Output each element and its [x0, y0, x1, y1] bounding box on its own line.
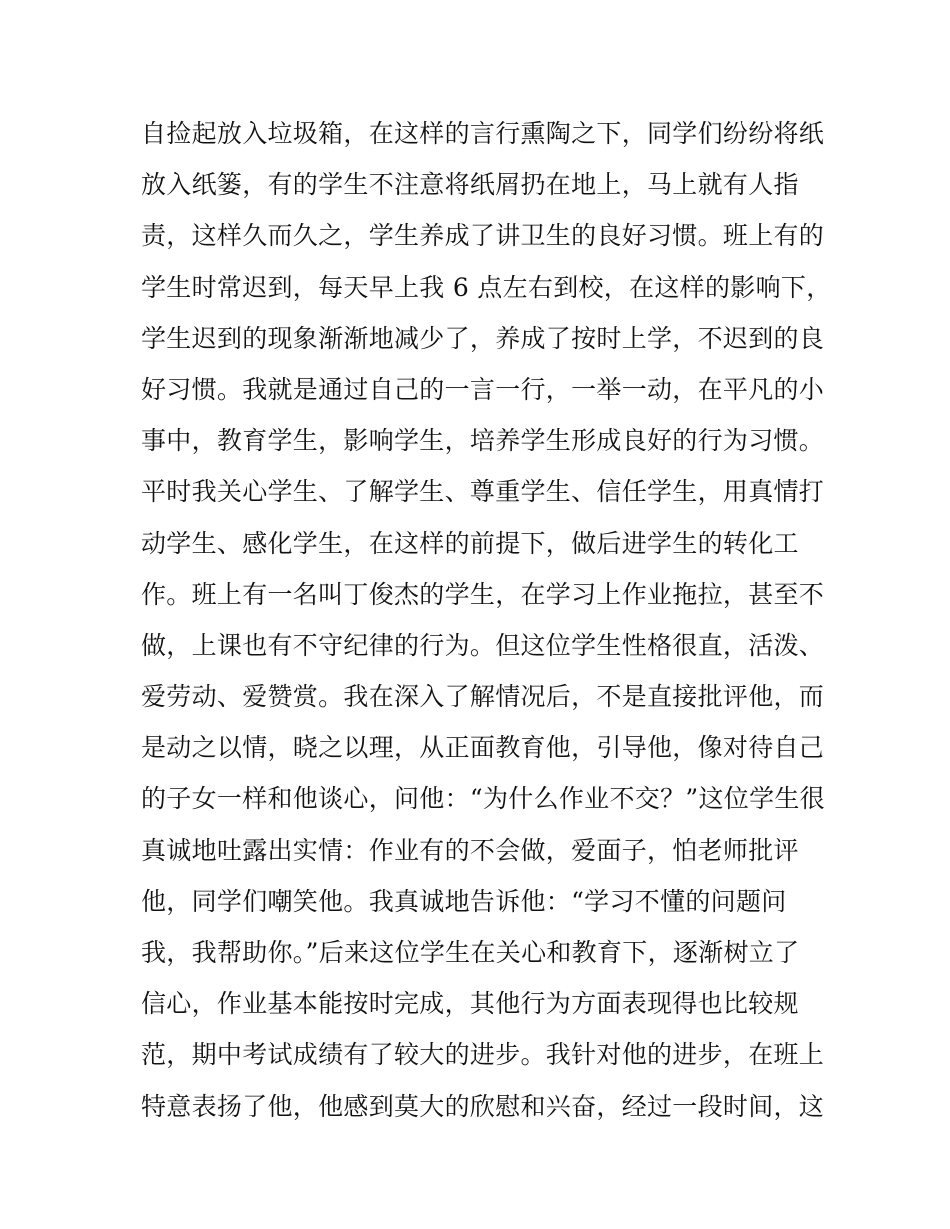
- text-line: 爱劳动、爱赞赏。我在深入了解情况后，不是直接批评他，而: [141, 682, 825, 712]
- text-line: 真诚地吐露出实情：作业有的不会做，爱面子，怕老师批评: [141, 835, 799, 865]
- text-line: 范，期中考试成绩有了较大的进步。我针对他的进步，在班上: [141, 1040, 825, 1070]
- text-line: 学生时常迟到，每天早上我 6 点左右到校，在这样的影响下，: [141, 272, 832, 302]
- text-line: 平时我关心学生、了解学生、尊重学生、信任学生，用真情打: [141, 477, 825, 507]
- text-line: 我，我帮助你。”后来这位学生在关心和教育下，逐渐树立了: [141, 938, 800, 967]
- text-line: 动学生、感化学生，在这样的前提下，做后进学生的转化工: [141, 528, 799, 558]
- text-line: 责，这样久而久之，学生养成了讲卫生的良好习惯。班上有的: [141, 221, 825, 251]
- text-line: 的子女一样和他谈心，问他：“为什么作业不交？”这位学生很: [141, 784, 825, 814]
- text-line: 信心，作业基本能按时完成，其他行为方面表现得也比较规: [141, 989, 799, 1019]
- body-text: [141, 108, 832, 1132]
- text-line: 放入纸篓，有的学生不注意将纸屑扔在地上，马上就有人指: [141, 170, 799, 200]
- text-line: 是动之以情，晓之以理，从正面教育他，引导他，像对待自己: [141, 733, 825, 763]
- text-line: 自捡起放入垃圾箱，在这样的言行熏陶之下，同学们纷纷将纸: [141, 119, 825, 148]
- text-line: 学生迟到的现象渐渐地减少了，养成了按时上学，不迟到的良: [141, 323, 825, 353]
- text-line: 作。班上有一名叫丁俊杰的学生，在学习上作业拖拉，甚至不: [141, 579, 825, 609]
- text-line: 特意表扬了他，他感到莫大的欣慰和兴奋，经过一段时间，这: [141, 1091, 825, 1121]
- text-line: 做，上课也有不守纪律的行为。但这位学生性格很直，活泼、: [141, 630, 825, 660]
- text-line: 事中，教育学生，影响学生，培养学生形成良好的行为习惯。: [141, 426, 825, 456]
- text-line: 他，同学们嘲笑他。我真诚地告诉他：“学习不懂的问题问: [141, 886, 787, 916]
- text-line: 好习惯。我就是通过自己的一言一行，一举一动，在平凡的小: [141, 374, 825, 404]
